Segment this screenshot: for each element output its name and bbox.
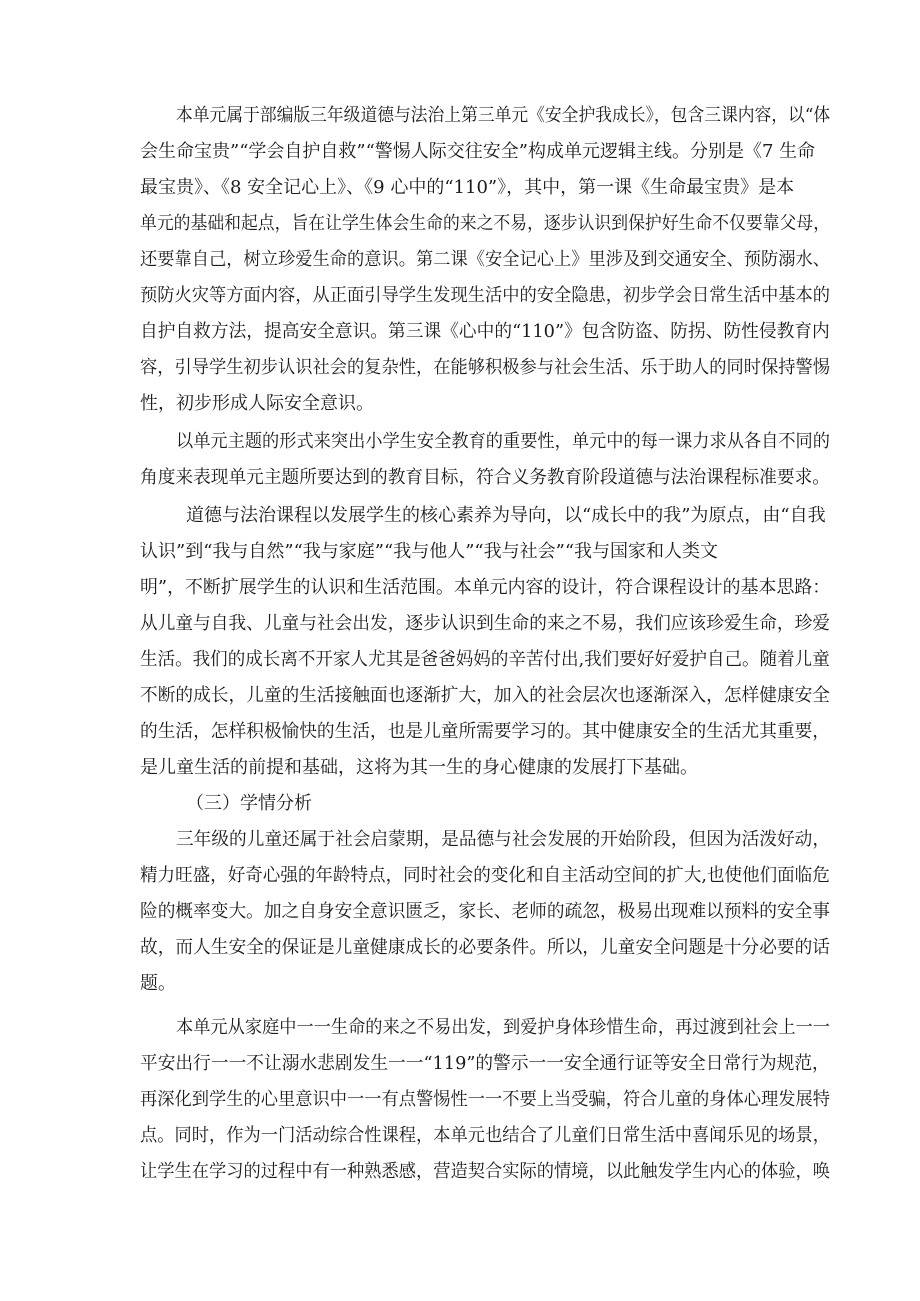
text-line: 是儿童生活的前提和基础，这将为其一生的身心健康的发展打下基础。 — [140, 757, 698, 778]
text-line: 明”，不断扩展学生的认识和生活范围。本单元内容的设计，符合课程设计的基本思路： — [140, 577, 831, 598]
text-line: 故，而人生安全的保证是儿童健康成长的必要条件。所以，儿童安全问题是十分必要的话 — [140, 937, 830, 958]
text-line: 本单元从家庭中一一生命的来之不易出发，到爱护身体珍惜生命，再过渡到社会上一一 — [176, 1017, 830, 1038]
section-heading: （三）学情分析 — [186, 793, 312, 814]
text-line: 认识”到“我与自然”“我与家庭”“我与他人”“我与社会”“我与国家和人类文 — [140, 541, 719, 562]
text-line: 容，引导学生初步认识社会的复杂性，在能够积极参与社会生活、乐于助人的同时保持警惕 — [140, 357, 830, 378]
text-line: 本单元属于部编版三年级道德与法治上第三单元《安全护我成长》，包含三课内容，以“体 — [176, 105, 831, 126]
text-line: 险的概率变大。加之自身安全意识匮乏，家长、老师的疏忽，极易出现难以预料的安全事 — [140, 901, 830, 922]
text-line: 还要靠自己，树立珍爱生命的意识。第二课《安全记心上》里涉及到交通安全、预防溺水、 — [140, 249, 830, 270]
text-line: 让学生在学习的过程中有一种熟悉感，营造契合实际的情境，以此触发学生内心的体验，唤 — [140, 1161, 830, 1182]
text-line: 自护自救方法，提高安全意识。第三课《心中的“110”》包含防盗、防拐、防性侵教育内 — [140, 321, 830, 342]
text-line: 道德与法治课程以发展学生的核心素养为导向，以“成长中的我”为原点，由“自我 — [186, 505, 826, 526]
text-line: 角度来表现单元主题所要达到的教育目标，符合义务教育阶段道德与法治课程标准要求。 — [140, 467, 830, 488]
text-line: 性，初步形成人际安全意识。 — [140, 393, 374, 414]
text-line: 最宝贵》、《8 安全记心上》、《9 心中的“110”》，其中，第一课《生命最宝贵》是本 — [140, 177, 795, 198]
text-line: 精力旺盛，好奇心强的年龄特点，同时社会的变化和自主活动空间的扩大,也使他们面临危 — [140, 865, 830, 886]
text-line: 单元的基础和起点，旨在让学生体会生命的来之不易，逐步认识到保护好生命不仅要靠父母， — [140, 213, 831, 234]
text-line: 题。 — [140, 973, 176, 994]
text-line: 生活。我们的成长离不开家人尤其是爸爸妈妈的辛苦付出,我们要好好爱护自己。随着儿童 — [140, 649, 830, 670]
text-line: 三年级的儿童还属于社会启蒙期，是品德与社会发展的开始阶段，但因为活泼好动， — [176, 829, 831, 850]
text-line: 点。同时，作为一门活动综合性课程，本单元也结合了儿童们日常生活中喜闻乐见的场景， — [140, 1125, 830, 1146]
text-line: 预防火灾等方面内容，从正面引导学生发现生活中的安全隐患，初步学会日常生活中基本的 — [140, 285, 830, 306]
text-line: 会生命宝贵”“学会自护自救”“警惕人际交往安全”构成单元逻辑主线。分别是《7 生命 — [140, 141, 816, 162]
text-line: 再深化到学生的心里意识中一一有点警惕性一一不要上当受骗，符合儿童的身体心理发展特 — [140, 1089, 830, 1110]
text-line: 平安出行一一不让溺水悲剧发生一一“119”的警示一一安全通行证等安全日常行为规范， — [140, 1053, 830, 1074]
text-line: 以单元主题的形式来突出小学生安全教育的重要性，单元中的每一课力求从各自不同的 — [176, 431, 830, 452]
text-line: 从儿童与自我、儿童与社会出发，逐步认识到生命的来之不易，我们应该珍爱生命，珍爱 — [140, 613, 830, 634]
text-line: 不断的成长，儿童的生活接触面也逐渐扩大，加入的社会层次也逐渐深入，怎样健康安全 — [140, 685, 830, 706]
text-line: 的生活，怎样积极愉快的生活，也是儿童所需要学习的。其中健康安全的生活尤其重要， — [140, 721, 830, 742]
